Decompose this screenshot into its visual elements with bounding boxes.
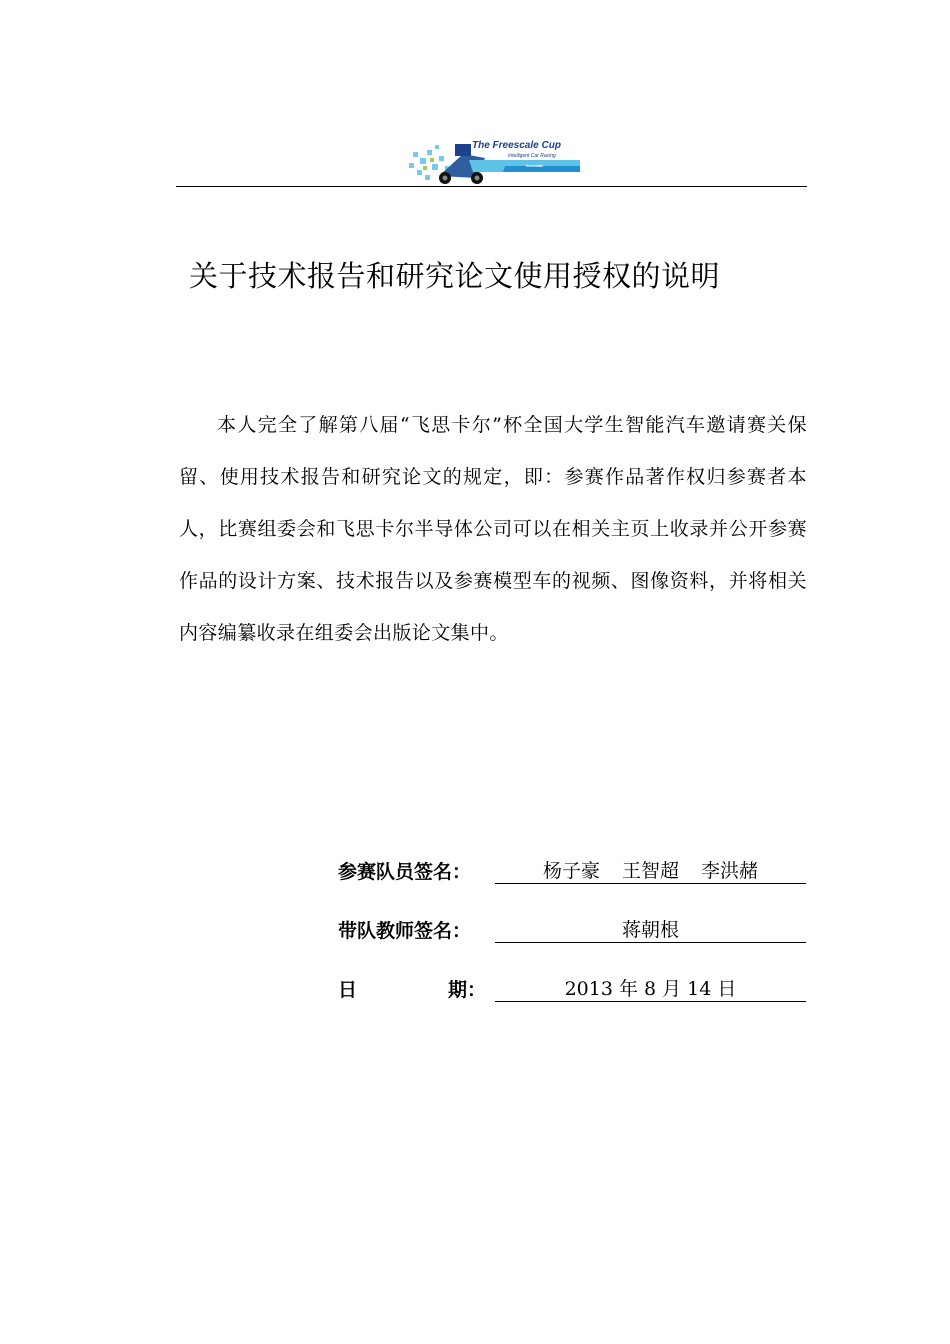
- members-signature-row: [338, 857, 808, 887]
- member-name: 李洪赭: [701, 860, 759, 882]
- logo-subtitle: Intelligent Car Racing: [508, 153, 556, 159]
- document-body: [179, 399, 807, 659]
- teacher-signature-field: 蒋朝根: [495, 915, 806, 943]
- header-rule: [176, 186, 807, 187]
- members-signature-field: [495, 856, 806, 884]
- members-label: 参赛队员签名：: [338, 861, 472, 883]
- member-name: 王智超: [621, 860, 679, 882]
- date-label-left: 日: [338, 979, 358, 1001]
- date-label: [338, 975, 486, 1002]
- logo-brand: freescale: [526, 163, 544, 168]
- teacher-label: 带队教师签名：: [338, 920, 472, 942]
- logo-title: The Freescale Cup: [472, 140, 561, 151]
- date-row: [338, 975, 808, 1005]
- date-field: 2013 年 8 月 14 日: [495, 974, 806, 1002]
- date-label-right: 期：: [447, 979, 486, 1001]
- teacher-signature-row: [338, 916, 808, 946]
- document-title: 关于技术报告和研究论文使用授权的说明: [189, 259, 721, 293]
- member-name: 杨子豪: [542, 860, 600, 882]
- freescale-cup-logo: [405, 136, 580, 186]
- body-paragraph: 本人完全了解第八届“飞思卡尔”杯全国大学生智能汽车邀请赛关保留、使用技术报告和研究论文的规定，即：参赛作品著作权归参赛者本人，比赛组委会和飞思卡尔半导体公司可以在相关主页上收录并公开参赛作品的设计方案、技术报告以及参赛模型车的视频、图像资料，并将相关内容编纂收录在组委会出版论文集中。: [179, 414, 807, 644]
